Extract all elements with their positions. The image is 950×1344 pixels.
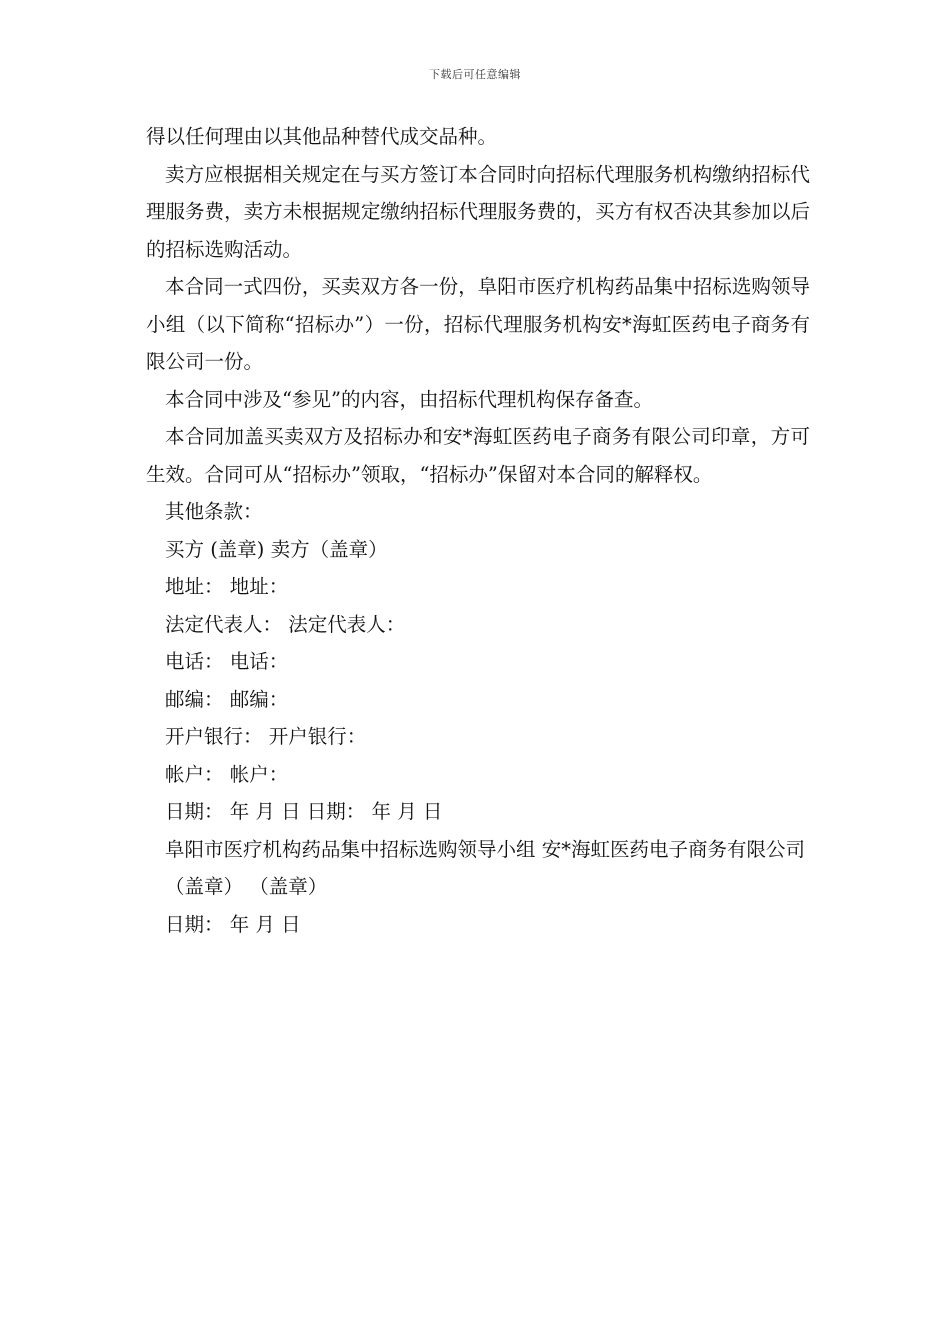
paragraph-agency-fee: 卖方应根据相关规定在与买方签订本合同时向招标代理服务机构缴纳招标代理服务费，卖方未根据规定缴纳招标代理服务费的，买方有权否决其参加以后的招标选购活动。 (146, 162, 810, 261)
phone-line: 电话： 电话： (165, 650, 289, 673)
date-line-final: 日期： 年 月 日 (165, 912, 301, 936)
paragraph-continuation: 得以任何理由以其他品种替代成交品种。 (146, 125, 498, 148)
bank-line: 开户银行： 开户银行： (165, 725, 367, 748)
signature-parties-line: 买方 (盖章) 卖方（盖章） (165, 537, 388, 561)
postcode-line: 邮编： 邮编： (165, 687, 289, 711)
paragraph-reference: 本合同中涉及“参见”的内容，由招标代理机构保存备查。 (165, 387, 653, 411)
paragraph-effectiveness: 本合同加盖买卖双方及招标办和安*海虹医药电子商务有限公司印章，方可生效。合同可从“招标办”领取，“招标办”保留对本合同的解释权。 (146, 425, 810, 486)
date-line-parties: 日期： 年 月 日 日期： 年 月 日 (165, 800, 443, 823)
document-body (146, 118, 810, 943)
address-line: 地址： 地址： (165, 575, 289, 598)
stamps-line: （盖章） （盖章） (165, 875, 328, 898)
page-header-note: 下载后可任意编辑 (429, 68, 521, 81)
paragraph-copies: 本合同一式四份，买卖双方各一份，阜阳市医疗机构药品集中招标选购领导小组（以下简称“招标办”）一份，招标代理服务机构安*海虹医药电子商务有限公司一份。 (146, 275, 810, 373)
legal-representative-line: 法定代表人： 法定代表人： (165, 612, 406, 636)
organizations-line: 阜阳市医疗机构药品集中招标选购领导小组 安*海虹医药电子商务有限公司 (165, 837, 805, 861)
account-line: 帐户： 帐户： (165, 762, 289, 786)
paragraph-other-terms: 其他条款： (165, 500, 263, 523)
